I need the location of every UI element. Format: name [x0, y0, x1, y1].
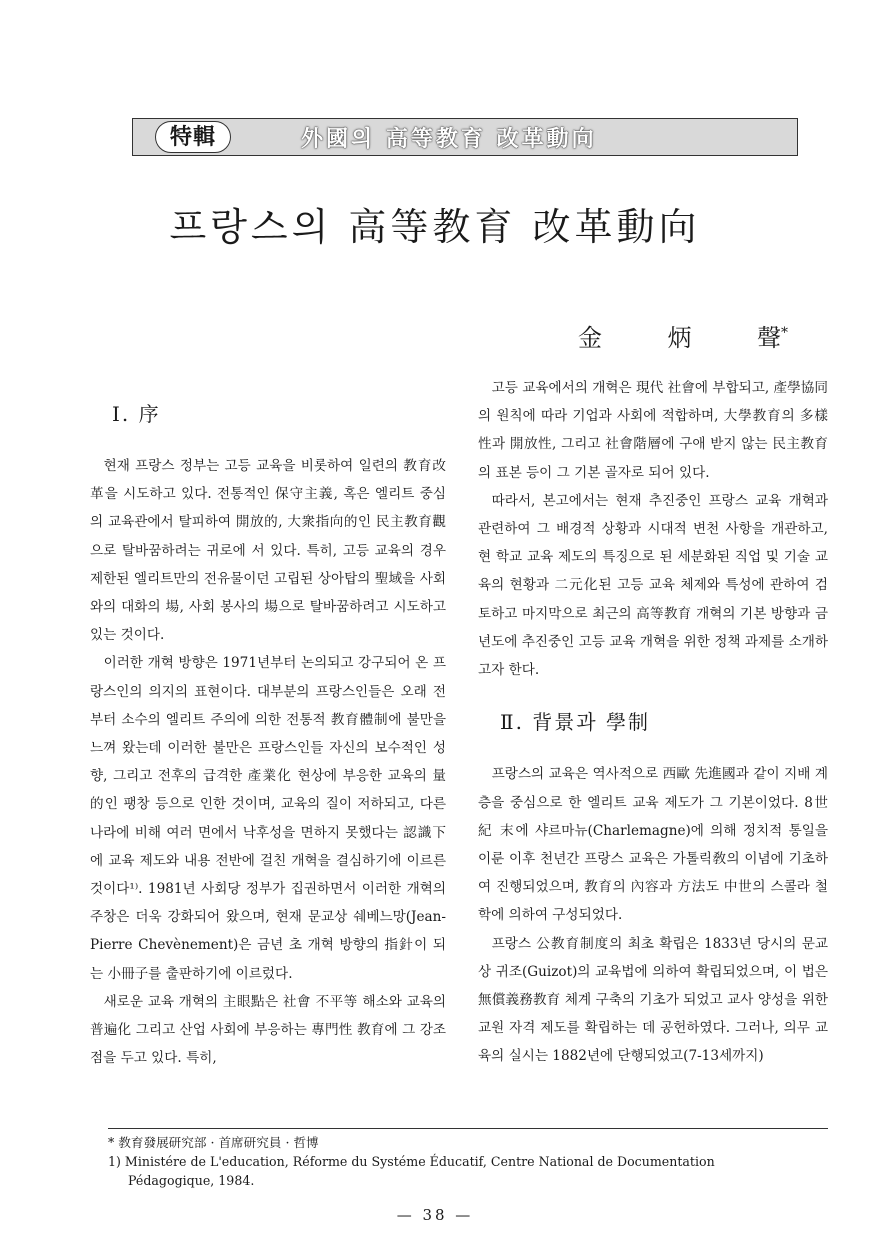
special-issue-banner	[132, 118, 798, 156]
author-char: 聲*	[757, 324, 788, 352]
right-column	[478, 374, 828, 1071]
author-char: 金	[578, 324, 602, 352]
article-title: 프랑스의 高等教育 改革動向	[169, 205, 701, 249]
body-paragraph: 따라서, 본고에서는 현재 추진중인 프랑스 교육 개혁과 관련하여 그 배경적 상황과 시대적 변천 사항을 개관하고, 현 학교 교육 제도의 특징으로 된 세분화된 직업 및 기술 교육의 현황과 二元化된 고등 교육 체제와 특성에 관하여 검토하고 마지막으로 최근의 高等教育 개혁의 기본 방향과 금년도에 추진중인 고등 교육 개혁을 위한 정책 과제를 소개하고자 한다.	[478, 492, 828, 679]
author-name	[578, 318, 788, 353]
left-column	[90, 452, 446, 1072]
body-paragraph: 현재 프랑스 정부는 고등 교육을 비롯하여 일련의 教育改革을 시도하고 있다. 전통적인 保守主義, 혹은 엘리트 중심의 교육관에서 탈피하여 開放的, 大衆指向的인 民主教育觀으로 탈바꿈하려는 귀로에 서 있다. 특히, 고등 교육의 경우 제한된 엘리트만의 전유물이던 고립된 상아탑의 聖域을 사회와의 대화의 場, 사회 봉사의 場으로 탈바꿈하려고 시도하고 있는 것이다.	[90, 458, 446, 644]
author-affiliation-note: * 教育發展研究部 · 首席研究員 · 哲博	[108, 1135, 319, 1150]
footnote-1: 1) Ministére de L'education, Réforme du Systéme Éducatif, Centre National de Documentation	[108, 1154, 715, 1169]
author-footnote-mark: *	[781, 325, 788, 341]
section-heading-intro: Ⅰ. 序	[112, 402, 161, 426]
footnote-1-continued: Pédagogique, 1984.	[128, 1173, 255, 1188]
body-paragraph: 새로운 교육 개혁의 主眼點은 社會 不平等 해소와 교육의 普遍化 그리고 산업 사회에 부응하는 專門性 教育에 그 강조점을 두고 있다. 특히,	[90, 993, 446, 1067]
section-heading-background: Ⅱ. 背景과 學制	[500, 710, 650, 735]
page-number: — 38 —	[396, 1206, 474, 1224]
body-paragraph: 프랑스 公教育制度의 최초 확립은 1833년 당시의 문교상 귀조(Guizot)의 교육법에 의하여 확립되었으며, 이 법은 無償義務教育 체계 구축의 기초가 되었고 교사 양성을 위한 교원 자격 제도를 확립하는 데 공헌하였다. 그러나, 의무 교육의 실시는 1882년에 단행되었고(7-13세까지)	[478, 935, 828, 1065]
body-paragraph: 프랑스의 교육은 역사적으로 西歐 先進國과 같이 지배 계층을 중심으로 한 엘리트 교육 제도가 그 기본이었다. 8世紀 末에 샤르마뉴(Charlemagne)에 의해 정치적 통일을 이룬 이후 천년간 프랑스 교육은 가톨릭敎의 이념에 기초하여 진행되었으며, 教育의 內容과 方法도 中世의 스콜라 철학에 의하여 구성되었다.	[478, 766, 828, 924]
footnotes	[108, 1128, 828, 1190]
body-paragraph: 고등 교육에서의 개혁은 現代 社會에 부합되고, 產學協同의 원칙에 따라 기업과 사회에 적합하며, 大學教育의 多樣性과 開放性, 그리고 社會階層에 구애 받지 않는 民主教育의 표본 등이 그 기본 골자로 되어 있다.	[478, 380, 828, 481]
banner-title: 外國의 高等教育 改革動向	[301, 125, 597, 152]
special-issue-tag: 特輯	[155, 121, 231, 153]
author-char: 炳	[667, 324, 692, 352]
body-paragraph: 이러한 개혁 방향은 1971년부터 논의되고 강구되어 온 프랑스인의 의지의 표현이다. 대부분의 프랑스인들은 오래 전부터 소수의 엘리트 주의에 의한 전통적 教育體制에 불만을 느껴 왔는데 이러한 불만은 프랑스인들 자신의 보수적인 성향, 그리고 전후의 급격한 產業化 현상에 부응한 교육의 量的인 팽창 등으로 인한 것이며, 교육의 질이 저하되고, 다른 나라에 비해 여러 면에서 낙후성을 면하지 못했다는 認識下에 교육 제도와 내용 전반에 걸친 개혁을 결심하기에 이르른 것이다¹⁾. 1981년 사회당 정부가 집권하면서 이러한 개혁의 주창은 더욱 강화되어 왔으며, 현재 문교상 쉐베느망(Jean-Pierre Chevènement)은 금년 초 개혁 방향의 指針이 되는 小冊子를 출판하기에 이르렀다.	[90, 655, 446, 982]
